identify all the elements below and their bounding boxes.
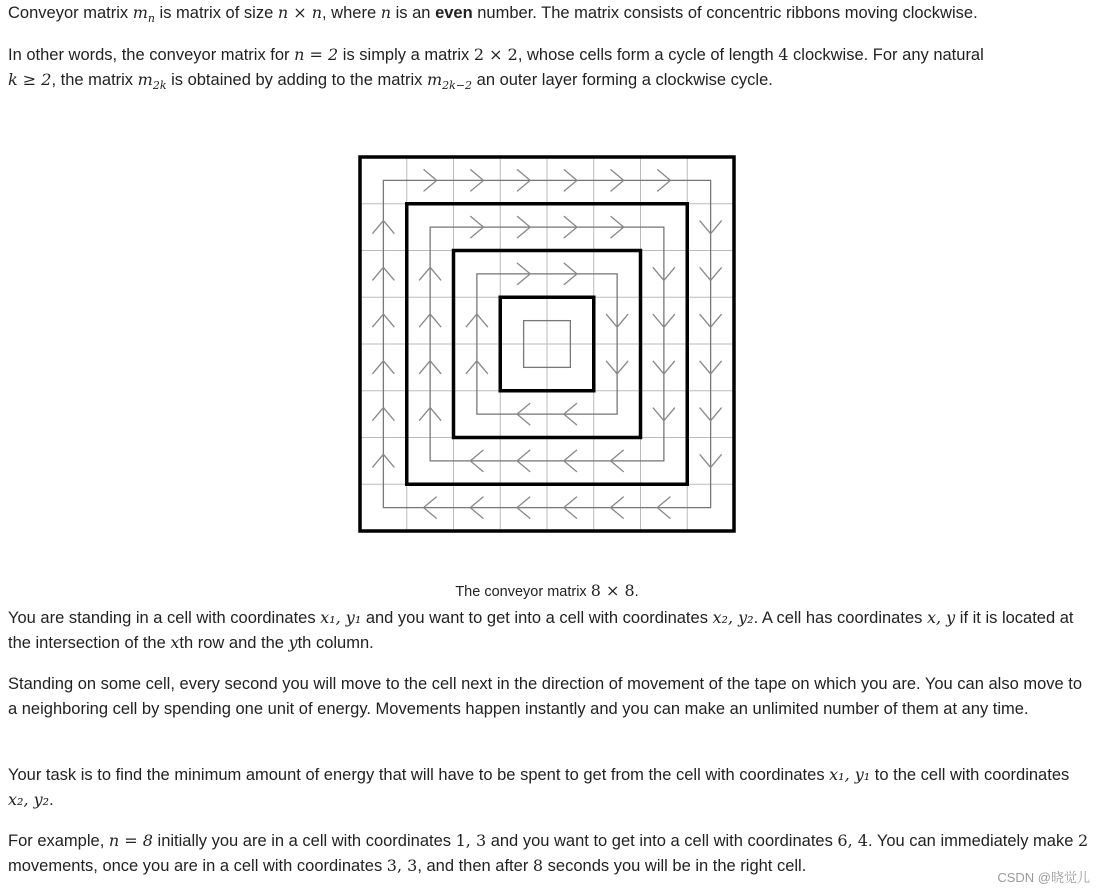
math-n-eq-2: n = 2 xyxy=(294,45,339,64)
coordinates-paragraph: You are standing in a cell with coordinates x₁, y₁ and you want to get into a cell with coordinates x₂, y₂. A cell has coordinates x, y if it is located at the intersection of the xth row and the yth column. xyxy=(8,608,1074,652)
figure-caption: The conveyor matrix 8 × 8. xyxy=(455,581,639,600)
intro-paragraph: Conveyor matrix $m_n$ is matrix of size n × n, where n is an even number. The matrix consists of concentric ribbons moving clockwise. xyxy=(8,3,978,26)
math-x: x xyxy=(170,632,180,652)
movement-paragraph: Standing on some cell, every second you will move to the cell next in the direction of movement of the tape on which you are. You can also move to a neighboring cell by spending one unit of energy. Movements happen instantly and you can make an unlimited number of them at any time. xyxy=(8,675,1083,718)
math-x2y2: x₂, y₂ xyxy=(8,789,50,809)
math-n: n xyxy=(380,3,392,22)
math-x1y1: x₁, y₁ xyxy=(829,765,871,784)
math-1-3: 1, 3 xyxy=(455,831,487,850)
conveyor-matrix-figure xyxy=(358,155,738,533)
task-paragraph: Your task is to find the minimum amount of energy that will have to be spent to get from the cell with coordinates x₁, y₁ to the cell with coordinates x₂, y₂. xyxy=(8,765,1070,809)
math-xy: x, y xyxy=(926,608,956,627)
math-k-ge-2: k ≥ 2 xyxy=(8,69,52,89)
math-6-4: 6, 4 xyxy=(837,831,868,850)
math-m2k-2: $m_{2k-2}$ xyxy=(427,69,473,92)
math-n-eq-8: n = 8 xyxy=(108,831,153,850)
math-2: 2 xyxy=(1077,831,1089,850)
math-size: n × n xyxy=(277,3,323,22)
definition-paragraph: In other words, the conveyor matrix for n = 2 is simply a matrix 2 × 2, whose cells form a cycle of length 4 clockwise. For any natural k ≥ 2, the matrix $m_{2k}$ is obtained by adding to the matrix $m_{2k-2}$ an outer layer forming a clockwise cycle. xyxy=(8,45,984,92)
math-x1y1: x₁, y₁ xyxy=(320,608,362,627)
math-2x2: 2 × 2 xyxy=(473,45,518,64)
example-paragraph: For example, n = 8 initially you are in a cell with coordinates 1, 3 and you want to get into a cell with coordinates 6, 4. You can immediately make 2 movements, once you are in a cell with coordinates 3, 3, and then after 8 seconds you will be in the right cell. xyxy=(8,831,1089,875)
grid-lines xyxy=(360,157,734,531)
math-matrix-mn: $m_n$ xyxy=(132,3,155,26)
math-8: 8 xyxy=(532,855,544,875)
text: Conveyor matrix xyxy=(8,4,133,22)
watermark: CSDN @晓觉儿 xyxy=(997,870,1090,885)
math-y: y xyxy=(288,632,298,652)
math-4: 4 xyxy=(778,45,789,64)
math-8x8: 8 × 8 xyxy=(590,581,635,600)
math-x2y2: x₂, y₂ xyxy=(712,608,754,627)
bold-even: even xyxy=(435,4,473,22)
math-m2k: $m_{2k}$ xyxy=(137,69,167,92)
math-3-3: 3, 3 xyxy=(386,855,418,875)
